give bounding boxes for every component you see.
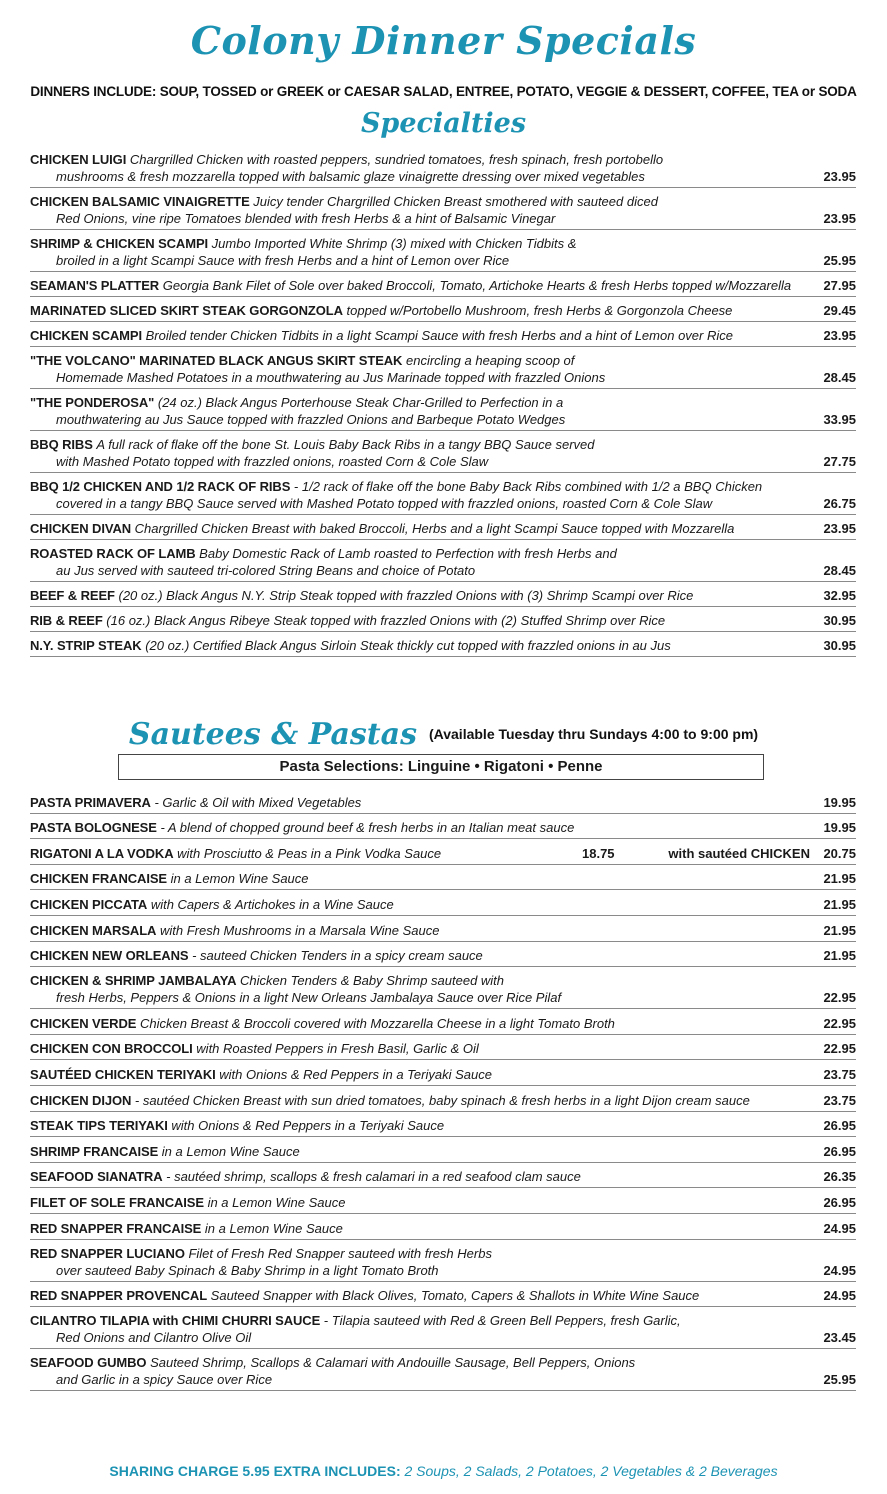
menu-item-description <box>30 947 810 964</box>
menu-item-detail: Sauteed Shrimp, Scallops & Calamari with Andouille Sausage, Bell Peppers, Onions <box>150 1355 636 1371</box>
menu-item <box>30 1137 856 1163</box>
menu-item-description <box>30 1040 810 1057</box>
menu-item-price: 26.95 <box>823 1143 856 1159</box>
menu-item-detail-continued: over sauteed Baby Spinach & Baby Shrimp in a light Tomato Broth <box>56 1262 439 1278</box>
sautees-heading: Sautees & Pastas <box>128 716 417 752</box>
menu-item-price: 23.95 <box>823 169 856 184</box>
menu-item <box>30 1282 856 1308</box>
menu-item-name: CHICKEN BALSAMIC VINAIGRETTE <box>30 194 250 209</box>
menu-item <box>30 297 856 322</box>
menu-item <box>30 1240 856 1282</box>
menu-item-price: 27.75 <box>823 454 856 469</box>
menu-item-description <box>30 922 810 939</box>
menu-item-description <box>30 819 810 836</box>
menu-item <box>30 1112 856 1138</box>
menu-item-detail: with Prosciutto & Peas in a Pink Vodka Sauce <box>177 845 442 861</box>
menu-item-description <box>30 327 810 344</box>
menu-item-name: CHICKEN FRANCAISE <box>30 871 167 887</box>
menu-item-price: 25.95 <box>823 253 856 268</box>
menu-item-detail: - A blend of chopped ground beef & fresh herbs in an Italian meat sauce <box>160 820 575 836</box>
menu-item <box>30 1035 856 1061</box>
menu-item-price: 19.95 <box>823 794 856 810</box>
menu-item-detail: (24 oz.) Black Angus Porterhouse Steak Char-Grilled to Perfection in a <box>157 395 564 410</box>
menu-item-description <box>30 520 810 537</box>
menu-item-description <box>30 478 810 512</box>
menu-item-detail: Sauteed Snapper with Black Olives, Tomato, Capers & Shallots in White Wine Sauce <box>210 1288 700 1304</box>
sharing-charge-note <box>0 1463 887 1479</box>
menu-item-detail: Broiled tender Chicken Tidbits in a light Scampi Sauce with fresh Herbs and a hint of Lemon over Rice <box>145 328 733 343</box>
menu-item-price: 23.95 <box>823 521 856 536</box>
menu-item-detail: - sautéed Chicken Breast with sun dried tomatoes, baby spinach & fresh herbs in a light Dijon cream sauce <box>134 1092 750 1108</box>
menu-item-name: "THE VOLCANO" MARINATED BLACK ANGUS SKIRT STEAK <box>30 353 403 368</box>
menu-item-detail-continued: Red Onions and Cilantro Olive Oil <box>56 1330 252 1346</box>
menu-item-description <box>30 587 810 604</box>
menu-item-detail: Filet of Fresh Red Snapper sauteed with fresh Herbs <box>188 1245 492 1261</box>
sautees-header <box>0 714 887 754</box>
menu-item <box>30 473 856 515</box>
menu-item-description <box>30 612 810 629</box>
menu-item-options <box>582 845 810 862</box>
menu-item-detail: encircling a heaping scoop of <box>405 353 575 368</box>
menu-item-detail: Juicy tender Chargrilled Chicken Breast smothered with sauteed diced <box>253 194 658 209</box>
sautees-list <box>30 788 856 1391</box>
menu-item-name: CHICKEN SCAMPI <box>30 328 142 343</box>
menu-item-name: SAUTÉED CHICKEN TERIYAKI <box>30 1066 216 1082</box>
availability-note: (Available Tuesday thru Sundays 4:00 to 9:00 pm) <box>428 726 759 742</box>
menu-item-detail: A full rack of flake off the bone St. Louis Baby Back Ribs in a tangy BBQ Sauce served <box>96 437 595 452</box>
dinner-includes: DINNERS INCLUDE: SOUP, TOSSED or GREEK or CAESAR SALAD, ENTREE, POTATO, VEGGIE & DESSERT, COFFEE, TEA or SODA <box>30 84 857 99</box>
menu-item-detail: (20 oz.) Black Angus N.Y. Strip Steak topped with frazzled Onions with (3) Shrimp Scampi over Rice <box>118 588 694 603</box>
menu-item-detail: topped w/Portobello Mushroom, fresh Herbs & Gorgonzola Cheese <box>346 303 733 318</box>
menu-item-name: RED SNAPPER LUCIANO <box>30 1245 185 1261</box>
menu-item-description <box>30 151 810 185</box>
menu-item-description <box>30 193 810 227</box>
menu-item-name: CHICKEN LUIGI <box>30 152 127 167</box>
menu-item-detail: Baby Domestic Rack of Lamb roasted to Perfection with fresh Herbs and <box>199 546 617 561</box>
menu-item-price: 23.45 <box>823 1330 856 1346</box>
menu-item-detail: in a Lemon Wine Sauce <box>204 1220 343 1236</box>
menu-item-detail: Georgia Bank Filet of Sole over baked Broccoli, Tomato, Artichoke Hearts & fresh Herbs topped w/Mozzarella <box>162 278 792 293</box>
menu-item <box>30 1307 856 1349</box>
menu-item-detail: Chicken Breast & Broccoli covered with Mozzarella Cheese in a light Tomato Broth <box>139 1015 615 1031</box>
specialties-list <box>30 146 856 657</box>
menu-item-detail-continued: and Garlic in a spicy Sauce over Rice <box>56 1372 273 1388</box>
menu-title: Colony Dinner Specials <box>190 18 697 63</box>
pasta-selections: Pasta Selections: Linguine • Rigatoni • Penne <box>118 754 764 780</box>
menu-item <box>30 890 856 916</box>
menu-item-description <box>30 896 810 913</box>
menu-item-price: 21.95 <box>823 948 856 964</box>
menu-item-detail: - Garlic & Oil with Mixed Vegetables <box>154 794 362 810</box>
menu-item <box>30 146 856 188</box>
menu-item <box>30 839 856 865</box>
menu-item-name: RED SNAPPER PROVENCAL <box>30 1288 208 1304</box>
menu-item-price: 26.95 <box>823 1194 856 1210</box>
menu-item-description <box>30 545 810 579</box>
menu-item-price: 32.95 <box>823 588 856 603</box>
menu-item-name: CHICKEN VERDE <box>30 1015 137 1031</box>
menu-item-detail-continued: fresh Herbs, Peppers & Onions in a light New Orleans Jambalaya Sauce over Rice Pilaf <box>56 990 562 1006</box>
menu-item <box>30 188 856 230</box>
menu-item <box>30 272 856 297</box>
menu-item-price: 22.95 <box>823 1041 856 1057</box>
menu-item-name: N.Y. STRIP STEAK <box>30 638 142 653</box>
menu-item-price: 20.75 <box>823 845 856 861</box>
menu-item-name: PASTA PRIMAVERA <box>30 794 151 810</box>
menu-item <box>30 515 856 540</box>
menu-item-price: 22.95 <box>823 990 856 1006</box>
menu-item-detail: (16 oz.) Black Angus Ribeye Steak topped with frazzled Onions with (2) Stuffed Shrimp over Rice <box>106 613 666 628</box>
menu-item-name: CILANTRO TILAPIA with CHIMI CHURRI SAUCE <box>30 1313 321 1329</box>
menu-item-price: 29.45 <box>823 303 856 318</box>
menu-item-description <box>30 1015 810 1032</box>
menu-item-name: CHICKEN NEW ORLEANS <box>30 948 189 964</box>
menu-item-price: 27.95 <box>823 278 856 293</box>
menu-item-price: 22.95 <box>823 1015 856 1031</box>
menu-item-price: 21.95 <box>823 896 856 912</box>
menu-item-price: 28.45 <box>823 370 856 385</box>
menu-item-price: 24.95 <box>823 1262 856 1278</box>
menu-item-name: PASTA BOLOGNESE <box>30 820 157 836</box>
menu-item-description <box>30 1092 810 1109</box>
specialties-heading: Specialties <box>360 108 527 139</box>
menu-item <box>30 1060 856 1086</box>
menu-item-description <box>30 1220 810 1237</box>
menu-item-price: 24.95 <box>823 1288 856 1304</box>
menu-item-name: ROASTED RACK OF LAMB <box>30 546 196 561</box>
menu-item-price: 23.95 <box>823 328 856 343</box>
menu-item <box>30 916 856 942</box>
menu-item <box>30 1349 856 1391</box>
menu-item-description <box>30 1354 810 1388</box>
menu-item-name: FILET OF SOLE FRANCAISE <box>30 1194 204 1210</box>
menu-item <box>30 1188 856 1214</box>
menu-item-detail: - 1/2 rack of flake off the bone Baby Back Ribs combined with 1/2 a BBQ Chicken <box>293 479 763 494</box>
menu-item-price: 30.95 <box>823 613 856 628</box>
menu-item-detail: in a Lemon Wine Sauce <box>170 871 309 887</box>
menu-item-price: 26.35 <box>823 1169 856 1185</box>
menu-item-name: BBQ 1/2 CHICKEN AND 1/2 RACK OF RIBS <box>30 479 291 494</box>
sharing-charge-label: SHARING CHARGE 5.95 EXTRA INCLUDES: <box>109 1463 401 1479</box>
menu-item-price: 33.95 <box>823 412 856 427</box>
menu-item-price: 23.75 <box>823 1092 856 1108</box>
menu-item-description <box>30 436 810 470</box>
menu-item-description <box>30 637 810 654</box>
menu-item-detail: Jumbo Imported White Shrimp (3) mixed with Chicken Tidbits & <box>211 236 577 251</box>
menu-item-detail: (20 oz.) Certified Black Angus Sirloin Steak thickly cut topped with frazzled onions in au Jus <box>145 638 671 653</box>
menu-item-price: 26.95 <box>823 1118 856 1134</box>
menu-item-price: 21.95 <box>823 922 856 938</box>
menu-item-detail: in a Lemon Wine Sauce <box>207 1194 346 1210</box>
menu-item-name: CHICKEN & SHRIMP JAMBALAYA <box>30 973 237 989</box>
menu-item-detail: Chargrilled Chicken with roasted peppers, sundried tomatoes, fresh spinach, fresh portobello <box>129 152 664 167</box>
menu-item-name: SEAFOOD SIANATRA <box>30 1169 163 1185</box>
menu-item-description <box>30 1117 810 1134</box>
menu-item-description <box>30 1287 810 1304</box>
menu-item-name: SHRIMP FRANCAISE <box>30 1143 159 1159</box>
menu-item-name: MARINATED SLICED SKIRT STEAK GORGONZOLA <box>30 303 343 318</box>
menu-item-name: RED SNAPPER FRANCAISE <box>30 1220 202 1236</box>
menu-item-detail: - Tilapia sauteed with Red & Green Bell Peppers, fresh Garlic, <box>323 1313 681 1329</box>
menu-item-price: 28.45 <box>823 563 856 578</box>
menu-item-detail-continued: broiled in a light Scampi Sauce with fresh Herbs and a hint of Lemon over Rice <box>56 253 510 268</box>
menu-item-name: CHICKEN MARSALA <box>30 922 157 938</box>
menu-item <box>30 814 856 840</box>
menu-item-detail: Chargrilled Chicken Breast with baked Broccoli, Herbs and a light Scampi Sauce topped with Mozzarella <box>134 521 735 536</box>
menu-item-base-price: 18.75 <box>582 845 615 861</box>
menu-item-price: 19.95 <box>823 820 856 836</box>
menu-item-description <box>30 794 810 811</box>
menu-item-name: BBQ RIBS <box>30 437 93 452</box>
menu-item-name: STEAK TIPS TERIYAKI <box>30 1118 168 1134</box>
menu-item-name: SHRIMP & CHICKEN SCAMPI <box>30 236 209 251</box>
menu-item-detail: with Fresh Mushrooms in a Marsala Wine Sauce <box>159 922 440 938</box>
menu-item-detail: with Roasted Peppers in Fresh Basil, Garlic & Oil <box>196 1041 479 1057</box>
menu-item-description <box>30 352 810 386</box>
menu-item-detail: - sautéed shrimp, scallops & fresh calamari in a red seafood clam sauce <box>166 1169 581 1185</box>
menu-item-description <box>30 394 810 428</box>
menu-item-description <box>30 845 582 862</box>
menu-item-description <box>30 1312 810 1346</box>
menu-item-price: 26.75 <box>823 496 856 511</box>
menu-item-name: CHICKEN DIJON <box>30 1092 132 1108</box>
menu-item-detail: with Onions & Red Peppers in a Teriyaki Sauce <box>219 1066 492 1082</box>
menu-item-description <box>30 972 810 1006</box>
menu-item-price: 21.95 <box>823 871 856 887</box>
menu-item <box>30 1214 856 1240</box>
menu-item <box>30 389 856 431</box>
menu-item-name: "THE PONDEROSA" <box>30 395 155 410</box>
menu-item-description <box>30 235 810 269</box>
menu-item-price: 24.95 <box>823 1220 856 1236</box>
menu-item <box>30 1009 856 1035</box>
menu-item <box>30 632 856 657</box>
menu-item <box>30 1163 856 1189</box>
menu-item-description <box>30 277 810 294</box>
menu-item <box>30 942 856 968</box>
menu-item-name: BEEF & REEF <box>30 588 115 603</box>
menu-item <box>30 582 856 607</box>
menu-item-description <box>30 1194 810 1211</box>
menu-item-description <box>30 1066 810 1083</box>
menu-item-detail: with Capers & Artichokes in a Wine Sauce <box>150 896 394 912</box>
sharing-charge-text: 2 Soups, 2 Salads, 2 Potatoes, 2 Vegetables & 2 Beverages <box>404 1463 778 1479</box>
menu-item-description <box>30 870 810 887</box>
menu-item-detail: - sauteed Chicken Tenders in a spicy cream sauce <box>192 948 483 964</box>
menu-item-description <box>30 1168 810 1185</box>
menu-item <box>30 431 856 473</box>
menu-item <box>30 347 856 389</box>
menu-item-name: CHICKEN DIVAN <box>30 521 132 536</box>
menu-item-name: RIB & REEF <box>30 613 103 628</box>
menu-item-detail-continued: au Jus served with sauteed tri-colored String Beans and choice of Potato <box>56 563 476 578</box>
menu-item-price: 23.75 <box>823 1066 856 1082</box>
menu-item-detail-continued: covered in a tangy BBQ Sauce served with Mashed Potato topped with frazzled onions, roasted Corn & Cole Slaw <box>56 496 713 511</box>
menu-item-price: 23.95 <box>823 211 856 226</box>
menu-item-detail-continued: Homemade Mashed Potatoes in a mouthwatering au Jus Marinade topped with frazzled Onions <box>56 370 606 385</box>
menu-item-detail-continued: with Mashed Potato topped with frazzled onions, roasted Corn & Cole Slaw <box>56 454 489 469</box>
menu-item <box>30 322 856 347</box>
menu-item-addon-label: with sautéed CHICKEN <box>668 845 810 861</box>
menu-item <box>30 1086 856 1112</box>
menu-item-name: SEAMAN'S PLATTER <box>30 278 160 293</box>
menu-item <box>30 540 856 582</box>
menu-item <box>30 607 856 632</box>
menu-item-detail: Chicken Tenders & Baby Shrimp sauteed with <box>240 973 505 989</box>
menu-item-name: CHICKEN PICCATA <box>30 896 148 912</box>
menu-item-description <box>30 1143 810 1160</box>
menu-item-detail-continued: Red Onions, vine ripe Tomatoes blended with fresh Herbs & a hint of Balsamic Vinegar <box>56 211 556 226</box>
menu-item-detail-continued: mouthwatering au Jus Sauce topped with frazzled Onions and Barbeque Potato Wedges <box>56 412 566 427</box>
menu-item-name: CHICKEN CON BROCCOLI <box>30 1041 193 1057</box>
menu-item-description <box>30 302 810 319</box>
menu-item-name: RIGATONI A LA VODKA <box>30 845 174 861</box>
menu-item <box>30 967 856 1009</box>
menu-item-description <box>30 1245 810 1279</box>
menu-item-detail: in a Lemon Wine Sauce <box>161 1143 300 1159</box>
menu-item-detail-continued: mushrooms & fresh mozzarella topped with balsamic glaze vinaigrette dressing over mixed vegetables <box>56 169 645 184</box>
menu-item-name: SEAFOOD GUMBO <box>30 1355 147 1371</box>
menu-item-price: 25.95 <box>823 1372 856 1388</box>
menu-item <box>30 230 856 272</box>
menu-item <box>30 788 856 814</box>
menu-item-detail: with Onions & Red Peppers in a Teriyaki Sauce <box>171 1118 445 1134</box>
menu-item-price: 30.95 <box>823 638 856 653</box>
menu-item <box>30 865 856 891</box>
